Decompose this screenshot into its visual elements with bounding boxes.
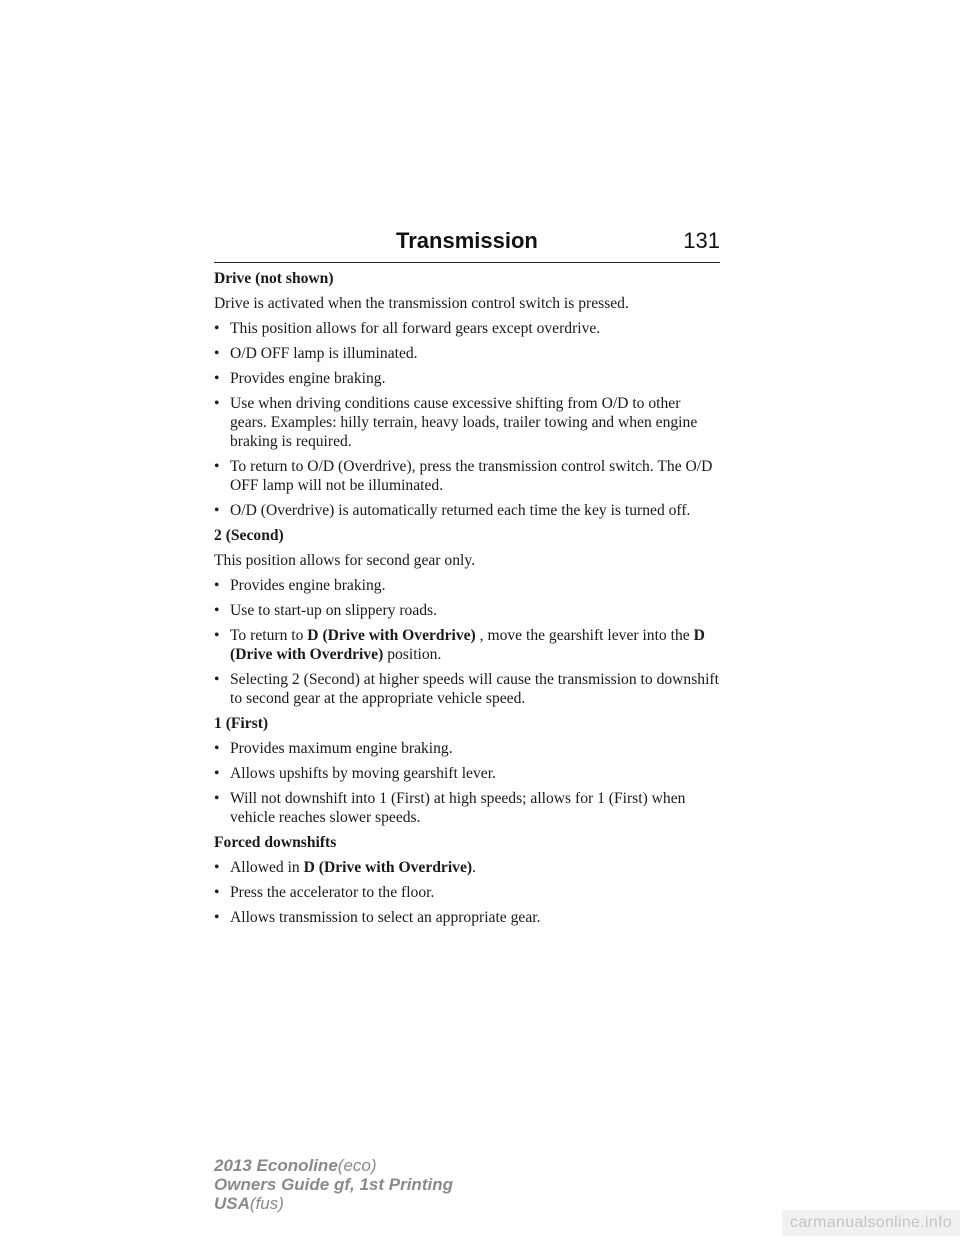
list-item: • Provides engine braking. — [214, 369, 720, 388]
page-header — [214, 228, 720, 263]
text-span: To return to — [230, 627, 308, 644]
footer-line-model — [214, 1156, 453, 1175]
section-heading-first: 1 (First) — [214, 715, 269, 732]
list-item: • To return to O/D (Overdrive), press the transmission control switch. The O/D OFF lamp will not be illuminated. — [214, 457, 720, 495]
footer-market-name: USA — [214, 1194, 250, 1213]
footer-line-guide: Owners Guide gf, 1st Printing — [214, 1175, 453, 1194]
list-item — [214, 626, 720, 664]
list-item: • Provides maximum engine braking. — [214, 739, 720, 758]
list-item: • Allows transmission to select an appropriate gear. — [214, 908, 720, 927]
list-item: • O/D OFF lamp is illuminated. — [214, 344, 720, 363]
page-number: 131 — [683, 228, 720, 253]
bullet-list-drive — [214, 319, 720, 520]
footer-market-code: (fus) — [249, 1194, 284, 1213]
page-content — [214, 269, 720, 933]
list-item: • Allows upshifts by moving gearshift lever. — [214, 764, 720, 783]
section-intro-drive: Drive is activated when the transmission control switch is pressed. — [214, 295, 629, 312]
footer-line-market — [214, 1194, 453, 1213]
section-intro-second: This position allows for second gear only. — [214, 552, 476, 569]
bullet-list-first — [214, 739, 720, 827]
text-span: . — [472, 859, 476, 876]
list-item — [214, 858, 720, 877]
text-span: Allowed in — [230, 859, 304, 876]
list-item: • Use when driving conditions cause excessive shifting from O/D to other gears. Examples: hilly terrain, heavy loads, trailer towing and when engine braking is required. — [214, 394, 720, 451]
bold-gear-name: D (Drive with Overdrive) — [307, 627, 476, 644]
bullet-list-forced — [214, 858, 720, 927]
list-item: • O/D (Overdrive) is automatically returned each time the key is turned off. — [214, 501, 720, 520]
section-heading-second: 2 (Second) — [214, 527, 284, 544]
document-footer — [214, 1156, 453, 1213]
text-span: , move the gearshift lever into the — [475, 627, 694, 644]
bold-gear-name: D (Drive with Overdrive) — [230, 627, 705, 663]
bold-gear-name: D (Drive with Overdrive) — [303, 859, 473, 876]
list-item: • Selecting 2 (Second) at higher speeds will cause the transmission to downshift to second gear at the appropriate vehicle speed. — [214, 670, 720, 708]
watermark: carmanualsonline.info — [782, 1210, 960, 1236]
text-span: position. — [383, 646, 442, 663]
list-item: • Will not downshift into 1 (First) at high speeds; allows for 1 (First) when vehicle reaches slower speeds. — [214, 789, 720, 827]
section-heading-forced-downshifts: Forced downshifts — [214, 834, 337, 851]
footer-model-code: (eco) — [337, 1156, 377, 1175]
list-item: • Use to start-up on slippery roads. — [214, 601, 720, 620]
list-item: • This position allows for all forward gears except overdrive. — [214, 319, 720, 338]
list-item: • Provides engine braking. — [214, 576, 720, 595]
bullet-list-second — [214, 576, 720, 708]
page-title: Transmission — [396, 228, 538, 253]
section-heading-drive: Drive (not shown) — [214, 270, 334, 287]
list-item: • Press the accelerator to the floor. — [214, 883, 720, 902]
footer-model-name: 2013 Econoline — [214, 1156, 338, 1175]
